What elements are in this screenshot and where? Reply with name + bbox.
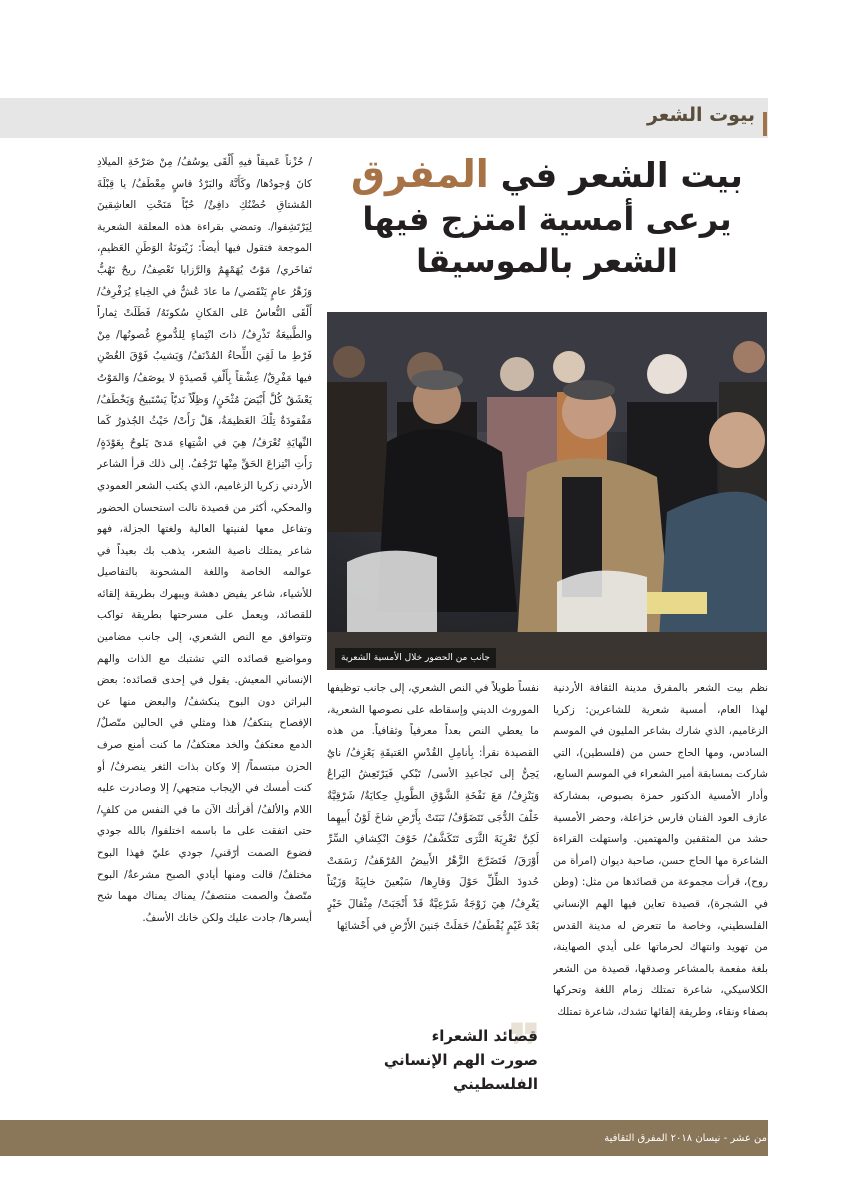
brand-label: المفرق الثقافية [604,1133,668,1144]
title-line-1-prefix: بيت الشعر في [488,156,743,196]
subhead-line-1: قصائد الشعراء [431,1027,538,1045]
pull-quote-subhead [340,1024,538,1096]
section-accent-bar [763,112,767,136]
article-title [327,150,767,283]
article-column-left [97,152,312,1087]
page-number: ٢٠ [811,1131,825,1144]
photo-caption: جانب من الحضور خلال الأمسية الشعرية [335,648,496,668]
article-column-middle [327,678,539,1010]
subhead-line-2: صورت الهم الإنساني [383,1051,538,1069]
column-right-text: نظم بيت الشعر بالمفرق مدينة الثقافة الأردنية لهذا العام، أمسية شعرية للشاعرين: زكريا الزغاميم، الذي شارك بشاعر المليون في الموسم السادس، ومها الحاج حسن من (فلسطين)، التي شاركت بمسابقة أمير الشعراء في الموسم السابع، وأدار الأمسية الدكتور حمزة بصبوص، بمشاركة عازف العود الفنان فارس خزاعلة، وحضر الأمسية حشد من المثقفين والمهتمين. واستهلت القراءة الشاعرة مها الحاج حسن، صاحبة ديوان (امرأة من روح)، قرأت مجموعة من قصائدها من مثل: (وطن في الشجرة)، قصيدة تعاين فيها الهم الإنساني الفلسطيني، وخاصة ما تتعرض له مدينة القدس من تهويد وانتهاك لحرماتها على أيدي الصهاينة، بلغة مفعمة بالمشاعر وصدقها، قصيدة من الشعر الكلاسيكي، شاعرة تمتلك زمام اللغة وتحركها بصفاء ونقاء، وطريقة إلقائها تشدك، شاعرة تمتلك [553,682,768,1018]
subhead-quote-icon: ❞ [507,1011,542,1085]
footer-info [604,1125,825,1152]
title-line-2: يرعى أمسية امتزج فيها [362,200,732,239]
article-photo [327,312,767,670]
title-accent-word: المفرق [351,152,489,196]
audience-illustration [327,312,767,670]
title-line-3: الشعر بالموسيقا [416,241,678,280]
column-middle-text: نفساً طويلاً في النص الشعري، إلى جانب توظيفها الموروث الديني وإسقاطه على نصوصها الشعرية، ما يعطي النص بعداً معرفياً وثقافياً. من هذه القصيدة نقرأ: بِأنامِلِ القُدْسِ العَتيقَةِ يَعْزِفُ/ نايٌ يَحِنُّ إلى تَجاعيدِ الأسى/ تَبْكي فَيَرْتَعِشُ اليَراعُ وَيَنْزِفُ/ مَعَ نَفْخَةِ الشَّوْقِ الطَّويلِ حِكايَةٌ/ شَرْقِيَّةٌ خَلْفَ الدُّجَى تَتَضَوَّفُ/ نَبَتَتْ بِأَرْضِ شاخَ لَوْنُ أَبيهِما لَكِنَّ تَعْرِيَةَ الثَّرَى تَتَكَشَّفُ/ خَوْفَ انْكِشافِ السِّرِّ أَوْرَقَ/ فَتَضَرَّجَ الزَّهْرُ الأَبيضُ المُرْهَفُ/ رَسَمَتْ حُدودَ الظِّلِّ حَوْلَ وَقارِها/ سَبْعينَ خابِيَةً وَزَيْتاً يَغْرِفُ/ هِيَ زَوْجَةٌ شَرْعِيَّةٌ قَدْ أَنْجَبَتْ/ مِثْقالَ خَيْرٍ بَعْدَ غَيْمٍ يُقْطَفُ/ حَمَلَتْ جَنينَ الأَرْضِ في أَحْشائِها [327,682,539,932]
title-line-1 [327,150,767,199]
column-left-text: / حُزْناً عَميقاً فيهِ أَلْقَى يوسُفُ/ مِنْ صَرْخَةِ الميلادِ كانَ وُجودُها/ وكَأَنَّهُ والبَرْدُ قاسٍ مِعْطَفُ/ يا قِبْلَةَ المُشتاقِ حُضْنُكِ دافِئٌ/ حُبّاً مَنَحْتِ العاشِقينَ لِيَرْتَشِفوا/. وتمضي بقراءة هذه المعلقة الشعرية الموجعة فتقول فيها أيضاً: زَيْتونَةُ الوَطَنِ العَظيمِ، تَفاخَري/ مَوْتٌ يُهَمْهِمُ وَالرَّزايا تَعْصِفُ/ ريحٌ تَهُبُّ وَزَهْرُ عامٍ يَنْقَضي/ ما عادَ عُشٌّ في الخِباءِ يُرَفْرِفُ/ أَلْقَى النُّعاسُ عَلى المَكانِ سُكونَهُ/ فَطَلَتْ ثِماراً والطَّبيعَةُ تَذْرِفُ/ ذاتَ انْتِماءٍ لِلدُّموعِ غُصونُها/ مِنْ فَرْطِ ما لَقِيَ اللِّحاءُ المُدْنَفُ/ وَيَشيبُ فَوْقَ الغُصْنِ فيها مَفْرِقٌ/ عِشْقاً بِأَلْفِ قَصيدَةٍ لا يوصَفُ/ وَالمَوْتُ يَعْشَقُ كُلَّ أَبْيَضَ مُثْخَنٍ/ وَظِلّاً نَديّاً يَسْتَبيحُ وَيَخْطَفُ/ مَفْقودَةٌ تِلْكَ العَظيمَةُ، هَلْ رَأَتْ/ حَيْثُ الجُذورُ كَما النِّهايَةِ تُعْرَفُ/ هِيَ في اشْتِهاءِ مَدىً يَلوحُ بِعَوْدَةٍ/ رَأَتِ انْتِزاعَ الحَقِّ مِنْها تَرْجُفُ. إلى ذلك قرأ الشاعر الأردني زكريا الزغاميم، الذي يكتب الشعر العمودي والمحكي، أكثر من قصيدة نالت استحسان الحضور وتفاعل معها لفنيتها العالية ولغتها الجزلة، فهو شاعر يمتلك ناصية الشعر، يذهب بك بعيداً في عوالمه الخاصة واللغة المشحونة بالتفاصيل للأشياء، شاعر يفيض دهشة ويبهرك بطريقة إلقائه للقصائد، ويعمل على مسرحتها بطريقة تواكب وتتوافق مع النص الشعري، إلى جانب مضامين ومواضيع قصائده التي تشتبك مع الذات والهم الإنساني المعيش. يقول في إحدى قصائده: بعض البراثن دون البوح ينكشفُ/ والبعض منها عن الإفصاح ينتكفُ/ هذا ومثلي في الحالين متّصلٌ/ الدمع معتكفٌ والخد معتكفُ/ ما كنت أمنع صرف الحزن مبتسماً/ إلا وكان بذات الثغر ينصرفُ/ أو كنت أمسك في الإيجاب متجهي/ إلا وصادرت عليه اللام والألفُ/ أقرأتك الآن ما في النفس من كلفٍ/ حتى اتفقت على ما باسمه اختلفوا/ بالله جودي فضوع الصمت أرّقني/ جودي عليّ فهذا البوح مختلفٌ/ قالت ومنها أيادي الصبح مشرعةٌ/ البوح متّصفٌ والصمت منتصفٌ/ يمناك يمناك مهما شح أيسرها/ جادت عليك ولكن خانك الأسفُ. [97,156,312,924]
issue-label: العدد الثامن عشر - نيسان ٢٠١٨ [670,1133,803,1144]
article-column-right [553,678,768,1088]
subhead-line-3: الفلسطيني [453,1075,538,1093]
section-label: بيوت الشعر [646,104,755,126]
